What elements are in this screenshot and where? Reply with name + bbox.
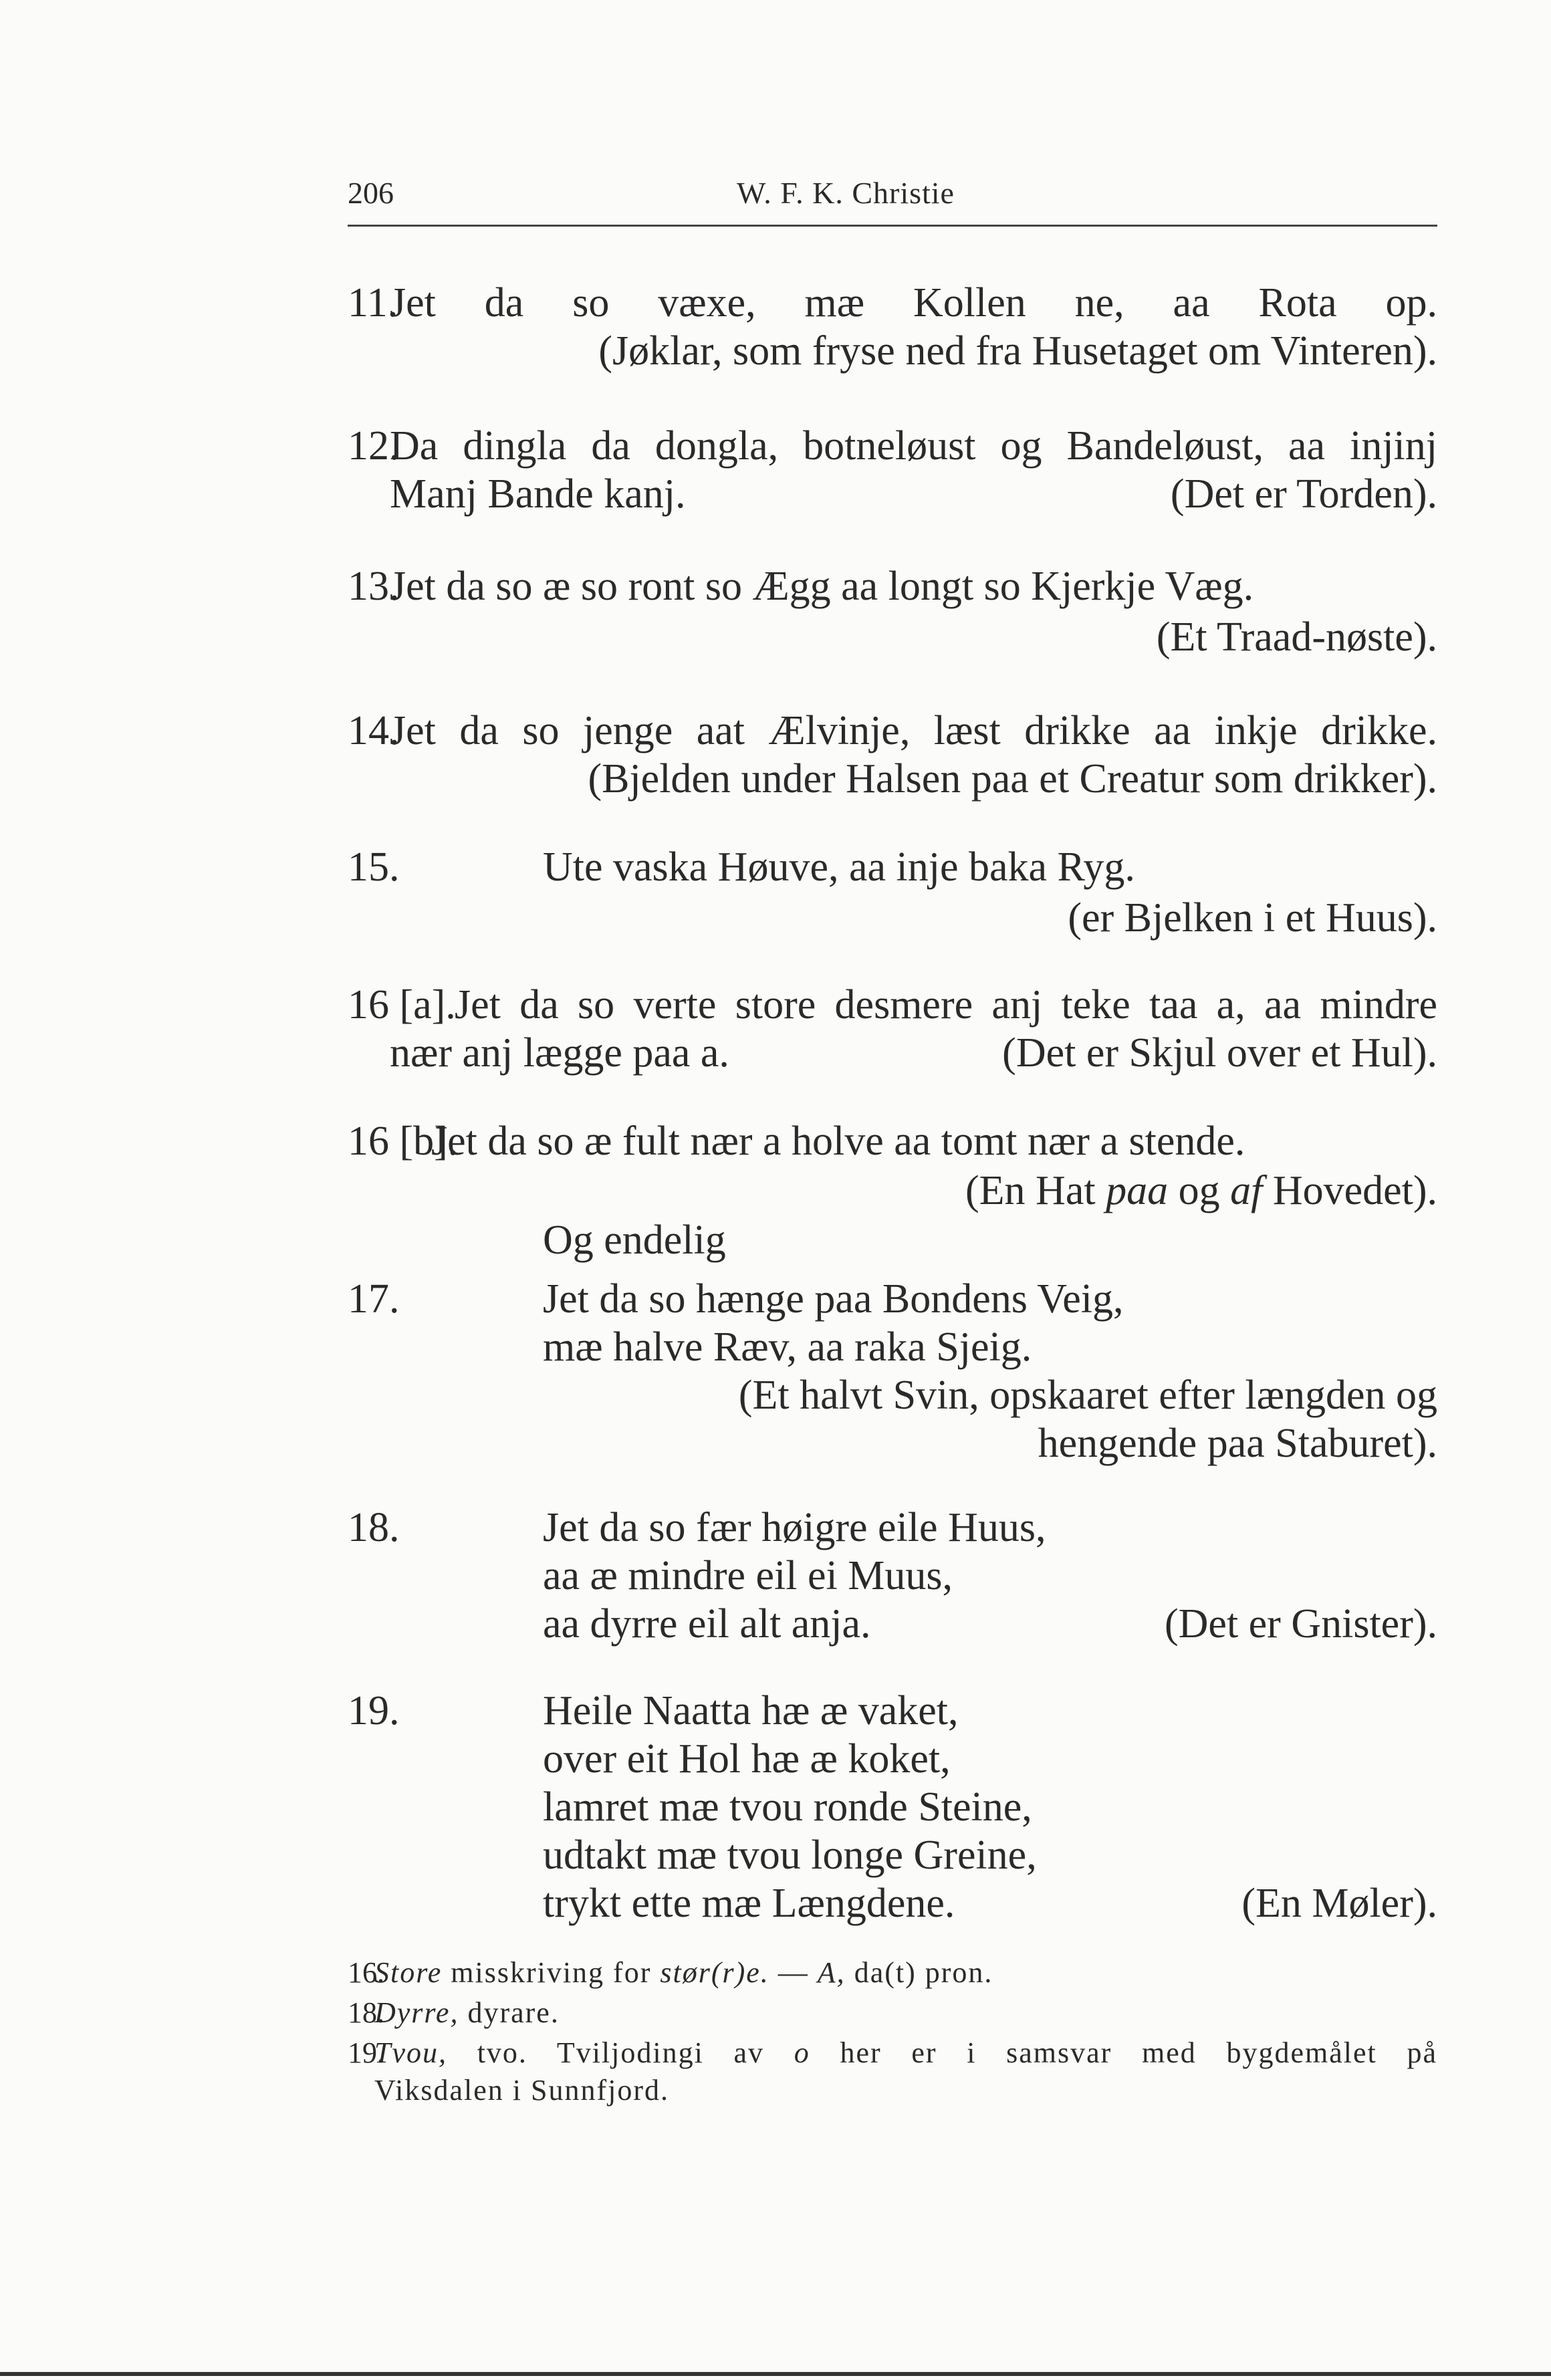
riddle-line: over eit Hol hæ æ koket, (543, 1736, 951, 1782)
riddle-line: aa dyrre eil alt anja. (543, 1601, 871, 1647)
footnote-text: Dyrre, dyrare. (374, 1996, 560, 2029)
riddle-answer: (Det er Gnister). (1165, 1601, 1437, 1647)
running-title: W. F. K. Christie (737, 176, 955, 210)
riddle-number: 16 [a]. (348, 982, 456, 1028)
footnote-number: 16. (348, 1956, 384, 1989)
riddle-number: 12. (348, 423, 400, 469)
footnote-number: 18. (348, 1996, 384, 2029)
riddle-line: Manj Bande kanj. (390, 471, 686, 517)
footnote-text: Viksdalen i Sunnfjord. (374, 2074, 669, 2107)
riddle-answer: (Bjelden under Halsen paa et Creatur som drikker). (588, 756, 1437, 802)
footnote-text: Tvou, tvo. Tviljodingi av o her er i samsvar med bygdemålet på (374, 2036, 1437, 2069)
intro-text: Og endelig (543, 1217, 726, 1263)
riddle-line: trykt ette mæ Længdene. (543, 1881, 955, 1926)
riddle-answer: (Et Traad-nøste). (1156, 614, 1437, 660)
riddle-line: Da dingla da dongla, botneløust og Bandeløust, aa injinj (390, 423, 1437, 469)
riddle-line: Jet da so verte store desmere anj teke taa a, aa mindre (455, 982, 1437, 1028)
page-number: 206 (348, 176, 394, 210)
riddle-answer: (Et halvt Svin, opskaaret efter længden og (738, 1373, 1437, 1418)
riddle-line: mæ halve Ræv, aa raka Sjeig. (543, 1324, 1032, 1370)
riddle-line: nær anj lægge paa a. (390, 1030, 729, 1076)
riddle-number: 15. (348, 844, 400, 890)
footnote-number: 19. (348, 2036, 384, 2069)
riddle-line: Heile Naatta hæ æ vaket, (543, 1688, 959, 1734)
riddle-number: 18. (348, 1505, 400, 1550)
riddle-number: 19. (348, 1688, 400, 1734)
riddle-answer: (Jøklar, som fryse ned fra Husetaget om Vinteren). (598, 328, 1437, 374)
riddle-line: Ute vaska Høuve, aa inje baka Ryg. (543, 844, 1135, 890)
riddle-number: 17. (348, 1276, 400, 1322)
riddle-answer: (Det er Skjul over et Hul). (1002, 1030, 1437, 1076)
riddle-answer: (Det er Torden). (1170, 471, 1437, 517)
riddle-answer: hengende paa Staburet). (1038, 1421, 1437, 1466)
riddle-number: 16 [b]. (348, 1118, 459, 1164)
riddle-answer: (er Bjelken i et Huus). (1068, 895, 1437, 941)
riddle-line: udtakt mæ tvou longe Greine, (543, 1832, 1037, 1878)
header-rule (348, 225, 1437, 227)
riddle-number: 14. (348, 708, 400, 753)
riddle-number: 13. (348, 564, 400, 609)
riddle-line: lamret mæ tvou ronde Steine, (543, 1784, 1032, 1830)
footnote-text: Store misskriving for stør(r)e. — A, da(t) pron. (374, 1956, 993, 1989)
riddle-line: aa æ mindre eil ei Muus, (543, 1553, 953, 1598)
riddle-number: 11. (348, 280, 398, 326)
bottom-edge-rule (0, 2372, 1551, 2376)
riddle-line: Jet da so væxe, mæ Kollen ne, aa Rota op. (390, 280, 1437, 326)
riddle-line: Jet da so fær høigre eile Huus, (543, 1505, 1046, 1550)
riddle-answer: (En Hat paa og af Hovedet). (965, 1168, 1437, 1213)
riddle-line: Jet da so æ fult nær a holve aa tomt nær a stende. (431, 1118, 1245, 1164)
riddle-line: Jet da so æ so ront so Ægg aa longt so Kjerkje Væg. (390, 564, 1254, 609)
riddle-answer: (En Møler). (1241, 1881, 1437, 1926)
riddle-line: Jet da so jenge aat Ælvinje, læst drikke aa inkje drikke. (390, 708, 1437, 753)
riddle-line: Jet da so hænge paa Bondens Veig, (543, 1276, 1124, 1322)
